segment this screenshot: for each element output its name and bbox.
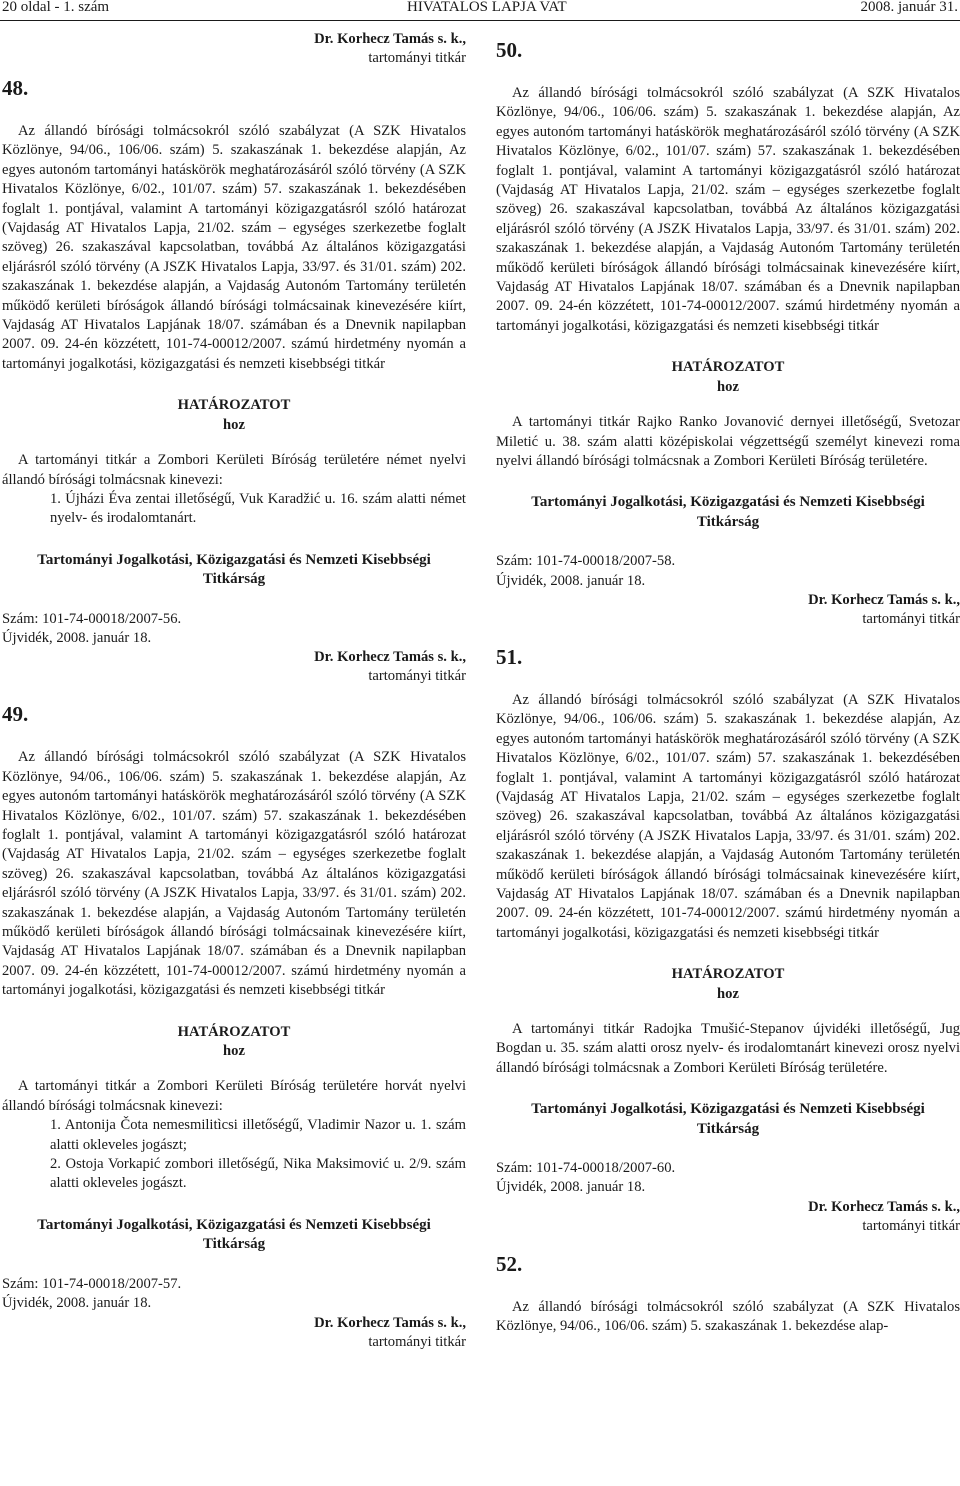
place-date-49: Újvidék, 2008. január 18.: [2, 1295, 152, 1312]
appointee-49-2: 2. Ostoja Vorkapić zombori illetőségű, Nika Maksimović u. 2/9. szám alatti okleveles jogászt.: [50, 1156, 466, 1192]
signer-role: tartományi titkár: [368, 1333, 466, 1350]
reference-number-50: Szám: 101-74-00018/2007-58.: [496, 553, 676, 570]
header-date: 2008. január 31.: [860, 0, 958, 15]
place-date-50: Újvidék, 2008. január 18.: [496, 572, 646, 589]
decision-heading: HATÁROZATOT: [177, 1023, 291, 1040]
secretariat-titkarsag: Titkárság: [696, 1120, 760, 1137]
appointee-48: 1. Újházi Éva zentai illetőségű, Vuk Karadžić u. 16. szám alatti német nyelv- és irodalomtanárt.: [50, 490, 466, 527]
secretariat-titkarsag: Titkárság: [202, 1236, 266, 1253]
signer-name: Dr. Korhecz Tamás s. k.,: [314, 649, 466, 666]
header-page-number: 20 oldal - 1. szám: [2, 0, 110, 15]
secretariat-name: Tartományi Jogalkotási, Közigazgatási és Nemzeti Kisebbségi: [531, 494, 925, 511]
decision-hoz: hoz: [223, 416, 245, 433]
signer-name: Dr. Korhecz Tamás s. k.,: [808, 1198, 960, 1215]
signer-role: tartományi titkár: [368, 668, 466, 685]
appointment-intro-49: A tartományi titkár a Zombori Kerületi Bíróság területére horvát nyelvi állandó bírósági tolmácsnak kinevezi:: [2, 1078, 466, 1114]
reference-number-48: Szám: 101-74-00018/2007-56.: [2, 610, 182, 627]
reference-number-49: Szám: 101-74-00018/2007-57.: [2, 1275, 182, 1292]
page-header: [0, 0, 960, 21]
secretariat-titkarsag: Titkárság: [202, 571, 266, 588]
signature-block: [2, 648, 466, 686]
item-number-51: 51.: [496, 644, 523, 669]
decision-hoz: hoz: [717, 378, 739, 395]
secretariat-name: Tartományi Jogalkotási, Közigazgatási és Nemzeti Kisebbségi: [37, 551, 431, 568]
item-number-49: 49.: [2, 702, 29, 727]
place-date-51: Újvidék, 2008. január 18.: [496, 1179, 646, 1196]
left-column: [2, 30, 466, 1352]
preamble-52: Az állandó bírósági tolmácsokról szóló szabályzat (A SZK Hivatalos Közlönye, 94/06., 106/06. szám) 5. szakaszának 1. bekezdése alap-: [496, 1298, 960, 1335]
secretariat-name: Tartományi Jogalkotási, Közigazgatási és Nemzeti Kisebbségi: [531, 1101, 925, 1118]
decision-hoz: hoz: [717, 985, 739, 1002]
signer-name: Dr. Korhecz Tamás s. k.,: [314, 1314, 466, 1331]
signature-block: [496, 1198, 960, 1236]
item-number-52: 52.: [496, 1251, 523, 1276]
signer-role: tartományi titkár: [368, 50, 466, 66]
signer-name: Dr. Korhecz Tamás s. k.,: [314, 31, 466, 47]
signature-block: [2, 1314, 466, 1352]
place-date-48: Újvidék, 2008. január 18.: [2, 629, 152, 646]
right-column: [496, 30, 960, 1337]
signer-name: Dr. Korhecz Tamás s. k.,: [808, 591, 960, 608]
item-number-48: 48.: [2, 76, 29, 100]
decision-heading: HATÁROZATOT: [177, 397, 291, 414]
preamble-51: Az állandó bírósági tolmácsokról szóló szabályzat (A SZK Hivatalos Közlönye, 94/06., 106/06. szám) 5. szakaszának 1. bekezdése alapján, Az egyes autonóm tartományi hatáskörök meghatározásáról szóló törvény (A SZK Hivatalos Közlönye, 6/02., 101/07. szám) 57. szakaszának 1. bekezdésében foglalt 1. pontjával, valamint A tartományi közigazgatásról szóló határozat (Vajdaság AT Hivatalos Lapja, 21/02. szám – egységes szerkezetbe foglalt szöveg) 26. szakaszával kapcsolatban, továbbá Az általános közigazgatási eljárásról szóló törvény (A JSZK Hivatalos Lapja, 33/97. és 31/01. szám) 202. szakaszának 1. bekezdése alapján, a Vajdaság Autonóm Tartomány területén működő kerületi bíróságok állandó bírósági tolmácsainak kinevezésére kiírt, Vajdaság AT Hivatalos Lapjának 18/07. számában és a Dnevnik napilapban 2007. 09. 24-én közzétett, 101-74-00012/2007. számú hirdetmény nyomán a tartományi jogalkotási, közigazgatási és nemzeti kisebbségi titkár: [496, 691, 960, 941]
header-publication-title: HIVATALOS LAPJA VAT: [407, 0, 567, 15]
signer-role: tartományi titkár: [862, 610, 960, 627]
decision-heading: HATÁROZATOT: [671, 966, 785, 983]
decision-heading: HATÁROZATOT: [671, 359, 785, 376]
signature-block: [496, 591, 960, 629]
preamble-48: Az állandó bírósági tolmácsokról szóló szabályzat (A SZK Hivatalos Közlönye, 94/06., 106/06. szám) 5. szakaszának 1. bekezdése alapján, Az egyes autonóm tartományi hatáskörök meghatározásáról szóló törvény (A SZK Hivatalos Közlönye, 6/02., 101/07. szám) 57. szakaszának 1. bekezdésében foglalt 1. pontjával, valamint A tartományi közigazgatásról szóló határozat (Vajdaság AT Hivatalos Lapja, 21/02. szám – egységes szerkezetbe foglalt szöveg) 26. szakaszával kapcsolatban, továbbá Az általános közigazgatási eljárásról szóló törvény (A JSZK Hivatalos Lapja, 33/97. és 31/01. szám) 202. szakaszának 1. bekezdése alapján, a Vajdaság Autonóm Tartomány területén működő kerületi bíróságok állandó bírósági tolmácsainak kinevezésére kiírt, Vajdaság AT Hivatalos Lapjának 18/07. számában és a Dnevnik napilapban 2007. 09. 24-én közzétett, 101-74-00012/2007. számú hirdetmény nyomán a tartományi jogalkotási, közigazgatási és nemzeti kisebbségi titkár: [2, 123, 466, 372]
reference-number-51: Szám: 101-74-00018/2007-60.: [496, 1160, 676, 1177]
secretariat-name: Tartományi Jogalkotási, Közigazgatási és Nemzeti Kisebbségi: [37, 1216, 431, 1233]
item-number-50: 50.: [496, 38, 523, 62]
signature-block: [2, 30, 466, 68]
preamble-50: Az állandó bírósági tolmácsokról szóló szabályzat (A SZK Hivatalos Közlönye, 94/06., 106/06. szám) 5. szakaszának 1. bekezdése alapján, Az egyes autonóm tartományi hatáskörök meghatározásáról szóló törvény (A SZK Hivatalos Közlönye, 6/02., 101/07. szám) 57. szakaszának 1. bekezdésében foglalt 1. pontjával, valamint A tartományi közigazgatásról szóló határozat (Vajdaság AT Hivatalos Lapja, 21/02. szám – egységes szerkezetbe foglalt szöveg) 26. szakaszával kapcsolatban, továbbá Az általános közigazgatási eljárásról szóló törvény (A JSZK Hivatalos Lapja, 33/97. és 31/01. szám) 202. szakaszának 1. bekezdése alapján, a Vajdaság Autonóm Tartomány területén működő kerületi bíróságok állandó bírósági tolmácsainak kinevezésére kiírt, Vajdaság AT Hivatalos Lapjának 18/07. számában és a Dnevnik napilapban 2007. 09. 24-én közzétett, 101-74-00012/2007. számú hirdetmény nyomán a tartományi jogalkotási, közigazgatási és nemzeti kisebbségi titkár: [496, 85, 960, 334]
preamble-49: Az állandó bírósági tolmácsokról szóló szabályzat (A SZK Hivatalos Közlönye, 94/06., 106/06. szám) 5. szakaszának 1. bekezdése alapján, Az egyes autonóm tartományi hatáskörök meghatározásáról szóló törvény (A SZK Hivatalos Közlönye, 6/02., 101/07. szám) 57. szakaszának 1. bekezdésében foglalt 1. pontjával, valamint A tartományi közigazgatásról szóló határozat (Vajdaság AT Hivatalos Lapja, 21/02. szám – egységes szerkezetbe foglalt szöveg) 26. szakaszával kapcsolatban, továbbá Az általános közigazgatási eljárásról szóló törvény (A JSZK Hivatalos Lapja, 33/97. és 31/01. szám) 202. szakaszának 1. bekezdése alapján, a Vajdaság Autonóm Tartomány területén működő kerületi bíróságok állandó bírósági tolmácsainak kinevezésére kiírt, Vajdaság AT Hivatalos Lapjának 18/07. számában és a Dnevnik napilapban 2007. 09. 24-én közzétett, 101-74-00012/2007. számú hirdetmény nyomán a tartományi jogalkotási, közigazgatási és nemzeti kisebbségi titkár: [2, 749, 466, 999]
appointment-50: A tartományi titkár Rajko Ranko Jovanović dernyei illetőségű, Svetozar Miletić u. 38. szám alatti középiskolai végzettségű személyt kinevezi roma nyelvi állandó bírósági tolmácsnak a Zombori Kerületi Bíróság területére.: [496, 414, 960, 469]
appointee-49-1: 1. Antonija Čota nemesmilitìcsi illetőségű, Vladimir Nazor u. 1. szám alatti okleveles jogászt;: [50, 1117, 466, 1153]
signer-role: tartományi titkár: [862, 1217, 960, 1234]
decision-hoz: hoz: [223, 1043, 245, 1060]
appointment-intro-48: A tartományi titkár a Zombori Kerületi Bíróság területére német nyelvi állandó bírósági tolmácsnak kinevezi:: [2, 452, 466, 488]
secretariat-titkarsag: Titkárság: [696, 513, 760, 530]
appointment-51: A tartományi titkár Radojka Tmušić-Stepanov újvidéki illetőségű, Jug Bogdan u. 35. szám alatti orosz nyelv- és irodalomtanárt kinevezi orosz nyelvi állandó bírósági tolmácsnak a Zombori Kerületi Bíróság területére.: [496, 1021, 960, 1076]
